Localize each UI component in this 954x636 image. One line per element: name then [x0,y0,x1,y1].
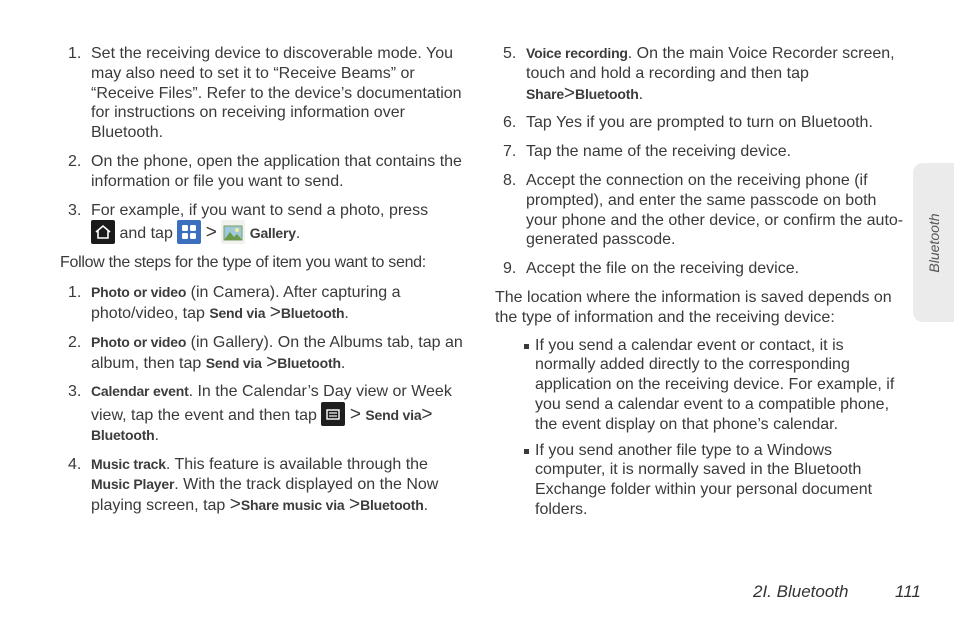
right-column [495,44,905,526]
location-paragraph: The location where the information is saved depends on the type of information and the receiving device: [495,288,892,326]
list-item: 5. Voice recording. On the main Voice Recorder screen, touch and hold a recording and then tap Share>Bluetooth. [503,45,895,104]
setup-steps [60,44,470,244]
list-item: 4. Music track. This feature is available through the Music Player. With the track displayed on the Now playing screen, tap >Share music via >Bluetooth. [68,455,439,515]
item-type-steps [60,283,470,515]
list-item: 1. Photo or video (in Camera). After capturing a photo/video, tap Send via >Bluetooth. [68,284,401,323]
list-item: 3. For example, if you want to send a photo, press and tap > Gallery. [68,201,429,244]
intro-text: Follow the steps for the type of item you want to send: [60,254,426,272]
continued-steps [495,44,905,279]
bullet-list [495,336,905,520]
apps-grid-icon [177,220,201,244]
menu-icon [321,402,345,426]
section-side-tab [913,163,954,322]
list-item: 3. Calendar event. In the Calendar’s Day view or Week view, tap the event and then tap > Send via> Bluetooth. [68,383,452,445]
page-number: 111 [895,582,921,601]
list-item: 9. Accept the file on the receiving device. [503,260,800,278]
list-item: If you send a calendar event or contact, it is normally added directly to the corresponding application on the receiving device. For example, if you send a calendar event to a compatible phone, the event display on that phone’s calendar. [523,336,905,435]
list-item: 6. Tap Yes if you are prompted to turn on Bluetooth. [503,114,873,132]
list-item: 2. Photo or video (in Gallery). On the Albums tab, tap an album, then tap Send via >Bluetooth. [68,333,463,373]
footer-section-title: 2I. Bluetooth [753,582,849,601]
list-item: 2. On the phone, open the application that contains the information or file you want to send. [68,152,462,190]
list-item: 7. Tap the name of the receiving device. [503,143,792,161]
list-item: If you send another file type to a Windows computer, it is normally saved in the Bluetooth Exchange folder within your personal document folders. [523,441,905,520]
gallery-icon [221,220,245,244]
home-icon [91,220,115,244]
side-tab-label: Bluetooth [925,212,942,273]
list-item: 8. Accept the connection on the receiving phone (if prompted), and enter the same passcode on both your phone and the other device, or confirm the auto-generated passcode. [503,171,904,249]
list-item: 1. Set the receiving device to discoverable mode. You may also need to set it to “Receive Beams” or “Receive Files”. Refer to the device’s documentation for instructions on receiving information over Bluetooth. [68,45,462,142]
left-column [60,44,470,524]
